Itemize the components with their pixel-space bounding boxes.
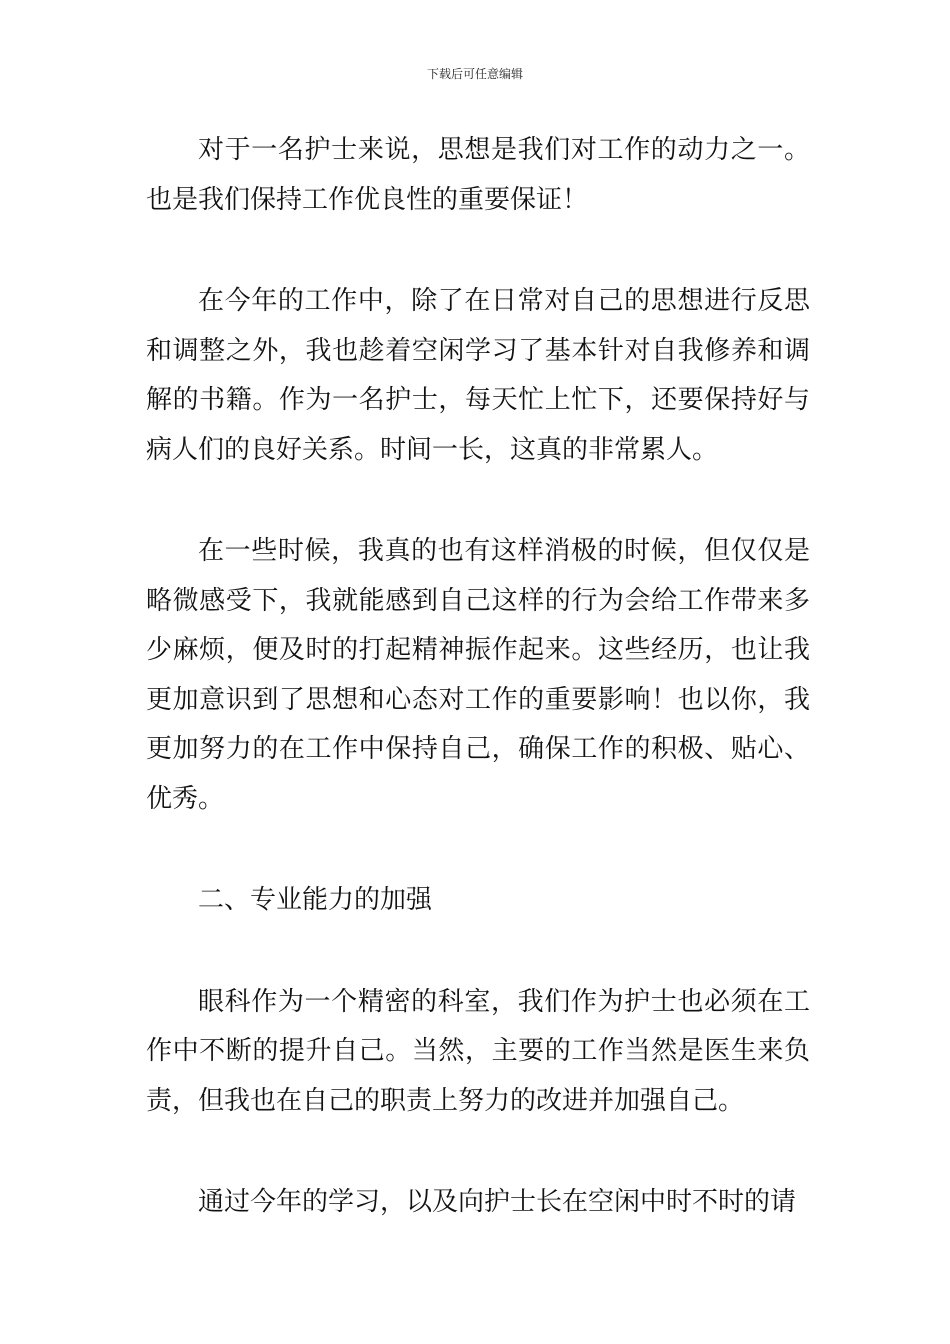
section-heading-professional-ability: 二、专业能力的加强 bbox=[198, 885, 433, 915]
paragraph-self-reflection: 在今年的工作中，除了在日常对自己的思想进行反思和调整之外，我也趁着空闲学习了基本针对自我修养和调解的书籍。作为一名护士，每天忙上忙下，还要保持好与病人们的良好关系。时间一长，这真的非常累人。 bbox=[146, 286, 810, 465]
paragraph-negative-moments: 在一些时候，我真的也有这样消极的时候，但仅仅是略微感受下，我就能感到自己这样的行为会给工作带来多少麻烦，便及时的打起精神振作起来。这些经历，也让我更加意识到了思想和心态对工作的重要影响！也以你，我更加努力的在工作中保持自己，确保工作的积极、贴心、优秀。 bbox=[146, 536, 810, 814]
paragraph-learning: 通过今年的学习，以及向护士长在空闲中时不时的请 bbox=[198, 1187, 797, 1217]
paragraph-ophthalmology: 眼科作为一个精密的科室，我们作为护士也必须在工作中不断的提升自己。当然，主要的工作当然是医生来负责，但我也在自己的职责上努力的改进并加强自己。 bbox=[146, 986, 810, 1116]
page-header-note: 下载后可任意编辑 bbox=[426, 67, 523, 81]
document-body bbox=[146, 126, 810, 1280]
paragraph-thoughts-motivation: 对于一名护士来说，思想是我们对工作的动力之一。也是我们保持工作优良性的重要保证！ bbox=[146, 135, 810, 215]
